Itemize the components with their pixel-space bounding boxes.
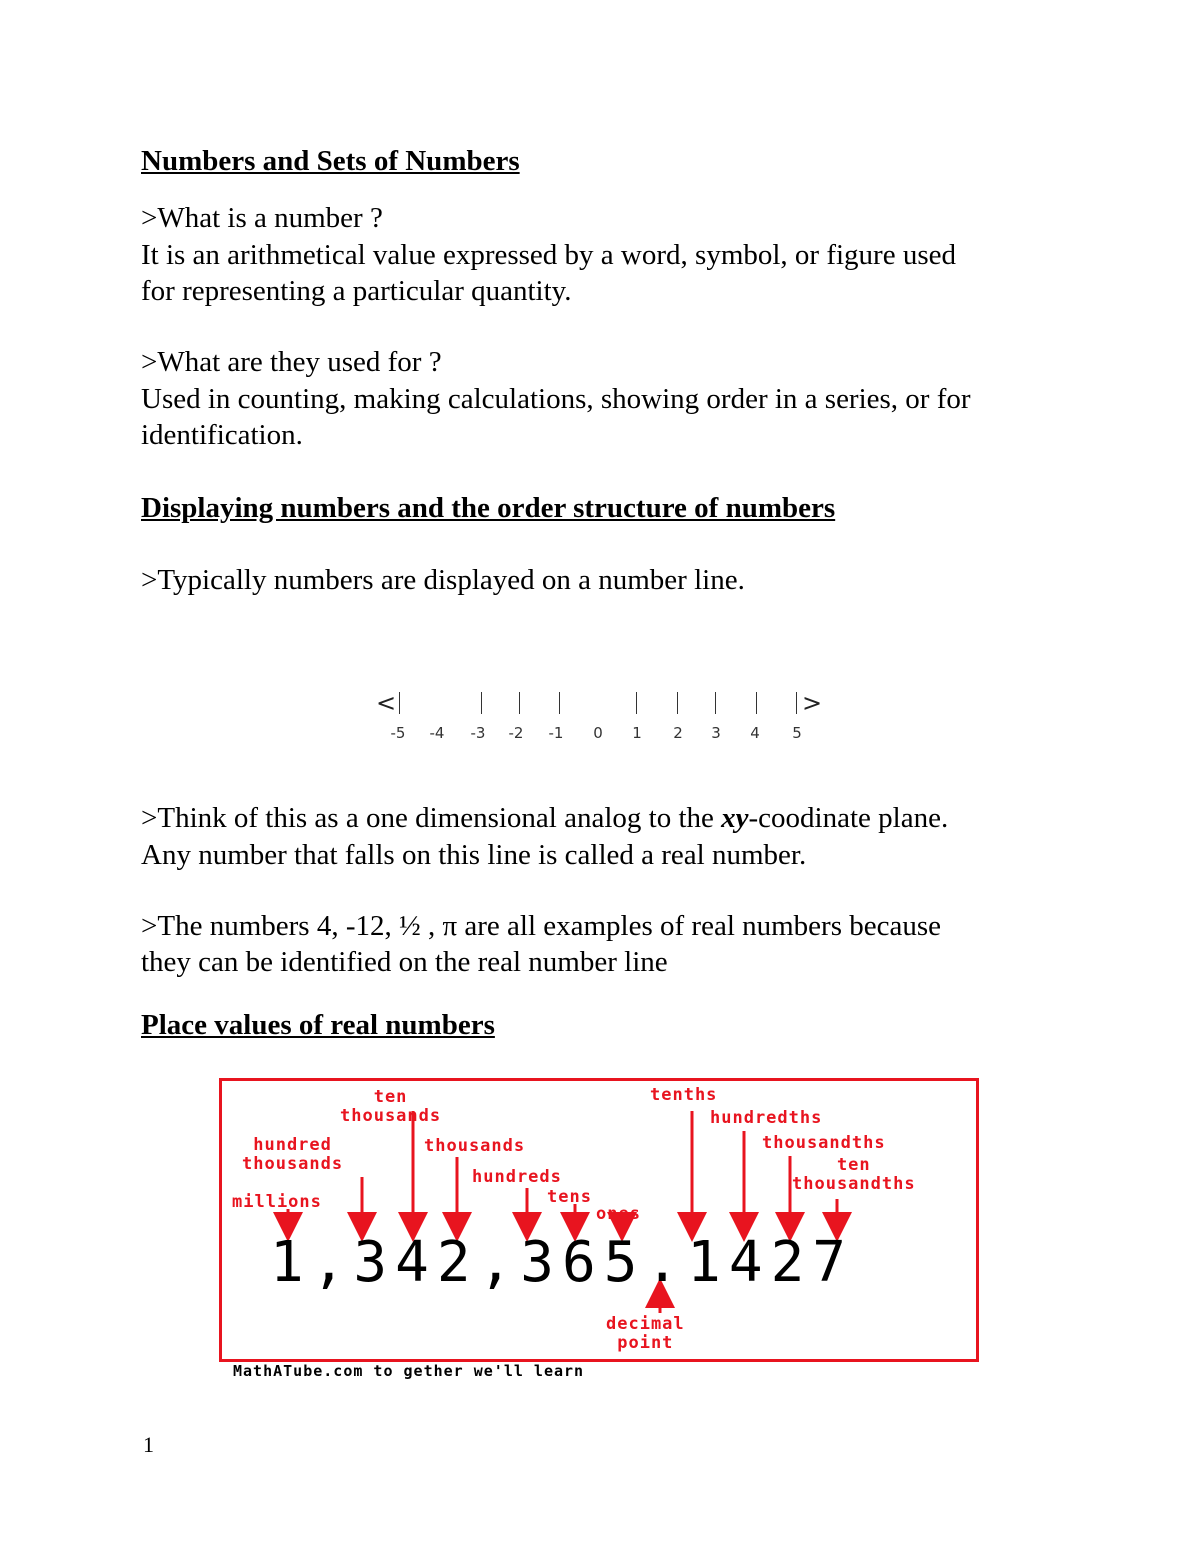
number-line-label: -5 xyxy=(390,724,406,742)
label-ones: ones xyxy=(596,1204,641,1224)
think-text-a: >Think of this as a one dimensional analog to the xyxy=(141,802,722,834)
tick xyxy=(756,692,757,714)
paragraph-think-of-this xyxy=(141,800,948,836)
tick xyxy=(677,692,678,714)
number-line-label: 5 xyxy=(792,724,802,742)
number-line-label: -1 xyxy=(548,724,564,742)
number-line-label: 1 xyxy=(632,724,642,742)
number-line-label: 4 xyxy=(750,724,760,742)
think-text-b: -coodinate plane. xyxy=(748,802,949,834)
image-credit: MathATube.com to gether we'll learn xyxy=(233,1362,585,1380)
tick xyxy=(636,692,637,714)
label-millions: millions xyxy=(232,1192,322,1212)
right-arrow-icon: > xyxy=(802,689,823,717)
label-ten-thousands: ten thousands xyxy=(340,1087,442,1126)
place-value-diagram xyxy=(219,1078,979,1362)
number-line-label: 2 xyxy=(673,724,683,742)
label-tens: tens xyxy=(547,1187,592,1207)
tick xyxy=(796,692,797,714)
label-hundredths: hundredths xyxy=(710,1108,823,1128)
place-value-number: 1,342,365.1427 xyxy=(270,1230,855,1295)
label-hundred-thousands: hundred thousands xyxy=(242,1135,344,1174)
label-decimal-point: decimal point xyxy=(606,1314,685,1353)
number-line-label: -3 xyxy=(470,724,486,742)
number-line-label: 0 xyxy=(593,724,603,742)
number-line-figure xyxy=(370,686,840,746)
heading-numbers-and-sets: Numbers and Sets of Numbers xyxy=(141,145,520,177)
paragraph-examples-line-2: they can be identified on the real number line xyxy=(141,946,668,978)
answer-used-line-2: identification. xyxy=(141,419,303,451)
xy-emphasis: xy xyxy=(721,802,749,834)
number-line-label: -2 xyxy=(508,724,524,742)
paragraph-real-number: Any number that falls on this line is called a real number. xyxy=(141,839,807,871)
tick xyxy=(715,692,716,714)
tick xyxy=(559,692,560,714)
label-thousandths: thousandths xyxy=(762,1133,886,1153)
heading-place-values: Place values of real numbers xyxy=(141,1009,495,1041)
paragraph-examples-line-1: >The numbers 4, -12, ½ , π are all examples of real numbers because xyxy=(141,910,942,942)
label-thousands: thousands xyxy=(424,1136,526,1156)
page-number: 1 xyxy=(143,1432,154,1457)
answer-used-line-1: Used in counting, making calculations, showing order in a series, or for xyxy=(141,383,971,415)
question-what-is-number: >What is a number ? xyxy=(141,202,383,234)
paragraph-number-line: >Typically numbers are displayed on a number line. xyxy=(141,564,745,596)
label-hundreds: hundreds xyxy=(472,1167,562,1187)
answer-line-1: It is an arithmetical value expressed by a word, symbol, or figure used xyxy=(141,239,956,271)
number-line-label: -4 xyxy=(429,724,445,742)
tick xyxy=(519,692,520,714)
label-ten-thousandths: ten thousandths xyxy=(792,1155,916,1194)
question-used-for: >What are they used for ? xyxy=(141,346,442,378)
answer-line-2: for representing a particular quantity. xyxy=(141,275,572,307)
tick xyxy=(399,692,400,714)
number-line-label: 3 xyxy=(711,724,721,742)
heading-displaying-numbers: Displaying numbers and the order structure of numbers xyxy=(141,492,836,524)
label-tenths: tenths xyxy=(650,1085,718,1105)
tick xyxy=(481,692,482,714)
left-arrow-icon: < xyxy=(376,689,397,717)
